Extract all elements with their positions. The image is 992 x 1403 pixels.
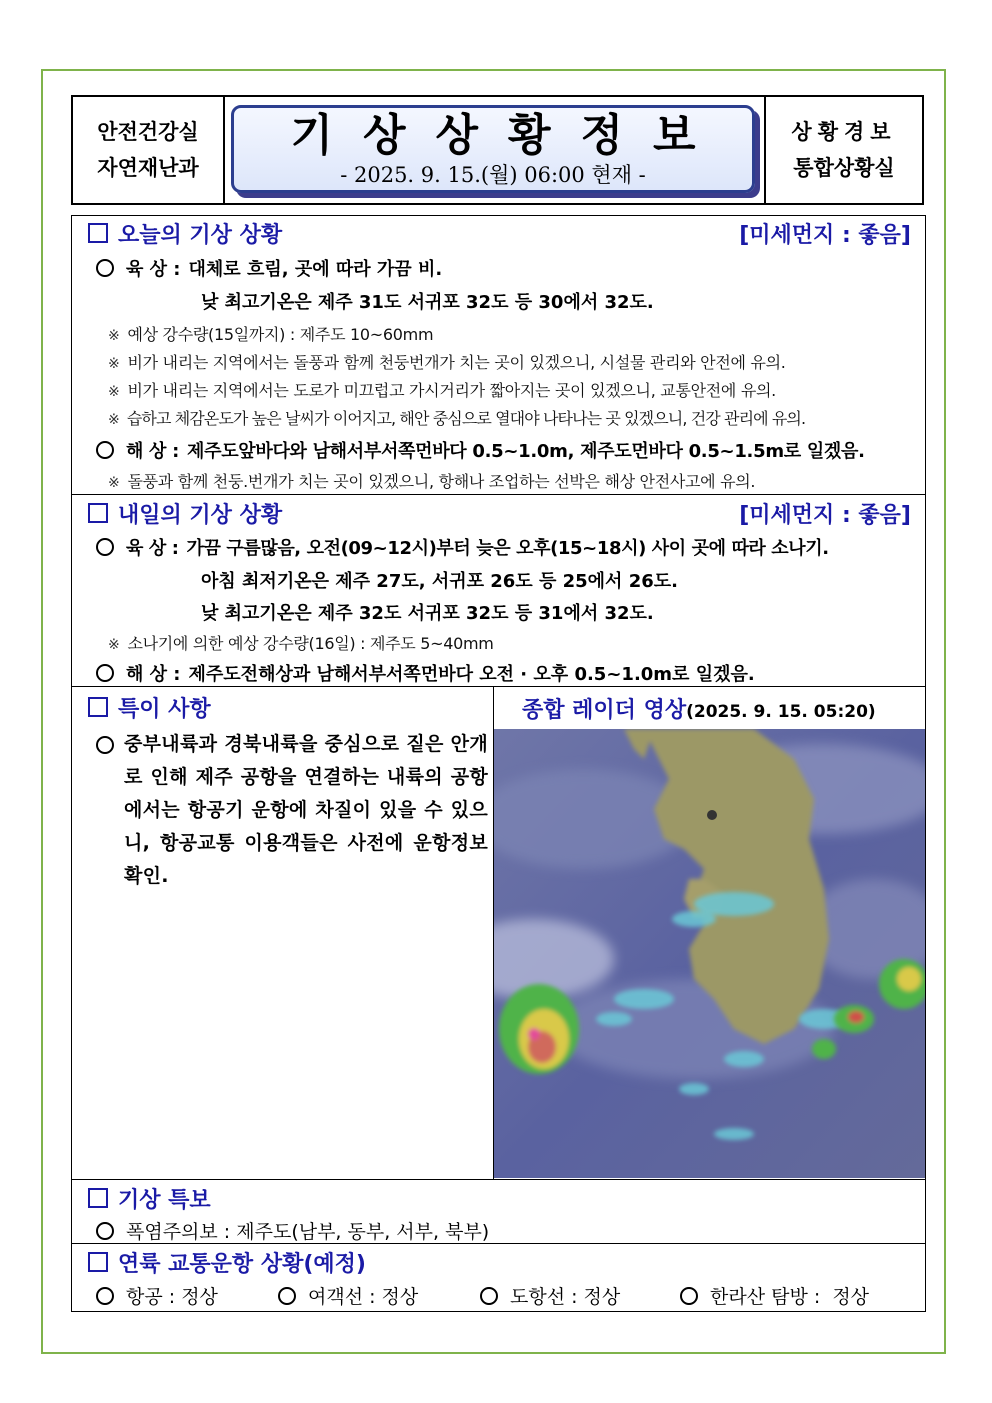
checkbox-icon: [88, 697, 108, 717]
radar-image: [494, 729, 925, 1178]
report-table: [71, 215, 926, 1312]
traffic-section-title: 연륙 교통운항 상황(예정): [88, 1247, 366, 1278]
tomorrow-sea: 해 상 : 제주도전해상과 남해서부서쪽먼바다 오전 · 오후 0.5~1.0m로 일겠음.: [96, 660, 755, 686]
page-title: 기상상황정보: [290, 110, 726, 161]
radar-title: 종합 레이더 영상(2025. 9. 15. 05:20): [522, 698, 876, 723]
circle-bullet-icon: [680, 1287, 698, 1305]
divider: [72, 1179, 925, 1180]
today-sea-note: ※ 돌풍과 함께 천둥.번개가 치는 곳이 있겠으니, 항해나 조업하는 선박은 해상 안전사고에 유의.: [108, 472, 756, 491]
circle-bullet-icon: [96, 259, 114, 277]
dept-line-2: 통합상황실: [793, 156, 895, 180]
checkbox-icon: [88, 1252, 108, 1272]
traffic-item-island-ferry: 도항선 : 정상: [480, 1282, 620, 1309]
radar-site-dot: [707, 810, 717, 820]
warning-item: 폭염주의보 : 제주도(남부, 동부, 서부, 북부): [96, 1217, 489, 1244]
dept-line-1: 상황경보: [791, 120, 897, 144]
traffic-item-hallasan: 한라산 탐방 : 정상: [680, 1282, 869, 1309]
tomorrow-land-min: 아침 최저기온은 제주 27도, 서귀포 26도 등 25에서 26도.: [201, 571, 678, 592]
tomorrow-note: ※ 소나기에 의한 예상 강수량(16일) : 제주도 5~40mm: [108, 634, 494, 653]
special-text: 중부내륙과 경북내륙을 중심으로 짙은 안개로 인해 제주 공항을 연결하는 내륙의 공항에서는 항공기 운항에 차질이 있을 수 있으니, 항공교통 이용객들은 사전에 운항정보 확인.: [124, 733, 488, 887]
today-sea: 해 상 : 제주도앞바다와 남해서부서쪽먼바다 0.5~1.0m, 제주도먼바다 0.5~1.5m로 일겠음.: [96, 437, 865, 463]
circle-bullet-icon: [278, 1287, 296, 1305]
today-dust: [미세먼지 : 좋음]: [739, 223, 911, 248]
circle-bullet-icon: [96, 664, 114, 682]
checkbox-icon: [88, 1188, 108, 1208]
checkbox-icon: [88, 223, 108, 243]
tomorrow-land: 육 상 : 가끔 구름많음, 오전(09~12시)부터 늦은 오후(15~18시) 사이 곳에 따라 소나기.: [96, 534, 829, 560]
org-line-2: 자연재난과: [97, 156, 199, 180]
tomorrow-section-title: 내일의 기상 상황: [88, 498, 282, 529]
special-section-title: 특이 사항: [88, 692, 211, 723]
today-note: ※ 습하고 체감온도가 높은 날씨가 이어지고, 해안 중심으로 열대야 나타나는 곳 있겠으니, 건강 관리에 유의.: [108, 409, 806, 428]
traffic-item-air: 항공 : 정상: [96, 1282, 218, 1309]
today-note: ※ 비가 내리는 지역에서는 돌풍과 함께 천둥번개가 치는 곳이 있겠으니, 시설물 관리와 안전에 유의.: [108, 353, 786, 372]
header: [71, 95, 924, 205]
warning-section-title: 기상 특보: [88, 1183, 211, 1214]
org-line-1: 안전건강실: [97, 120, 199, 144]
radar-map: [494, 729, 925, 1178]
circle-bullet-icon: [96, 441, 114, 459]
divider: [72, 494, 925, 495]
title-box: [231, 105, 755, 193]
today-note: ※ 비가 내리는 지역에서는 도로가 미끄럽고 가시거리가 짧아지는 곳이 있겠으니, 교통안전에 유의.: [108, 381, 776, 400]
divider: [72, 686, 925, 687]
circle-bullet-icon: [96, 1222, 114, 1240]
tomorrow-land-max: 낮 최고기온은 제주 32도 서귀포 32도 등 31에서 32도.: [201, 603, 654, 624]
today-land: 육 상 : 대체로 흐림, 곳에 따라 가끔 비.: [96, 255, 442, 281]
checkbox-icon: [88, 503, 108, 523]
circle-bullet-icon: [96, 538, 114, 556]
circle-bullet-icon: [96, 736, 114, 754]
dept-box: [764, 97, 922, 203]
circle-bullet-icon: [96, 1287, 114, 1305]
today-note: ※ 예상 강수량(15일까지) : 제주도 10~60mm: [108, 325, 434, 344]
org-box: [73, 97, 225, 203]
today-section-title: 오늘의 기상 상황: [88, 218, 282, 249]
tomorrow-dust: [미세먼지 : 좋음]: [739, 503, 911, 528]
traffic-item-ferry: 여객선 : 정상: [278, 1282, 418, 1309]
report-date: - 2025. 9. 15.(월) 06:00 현재 -: [340, 163, 646, 187]
today-land-temp: 낮 최고기온은 제주 31도 서귀포 32도 등 30에서 32도.: [201, 292, 654, 313]
circle-bullet-icon: [480, 1287, 498, 1305]
